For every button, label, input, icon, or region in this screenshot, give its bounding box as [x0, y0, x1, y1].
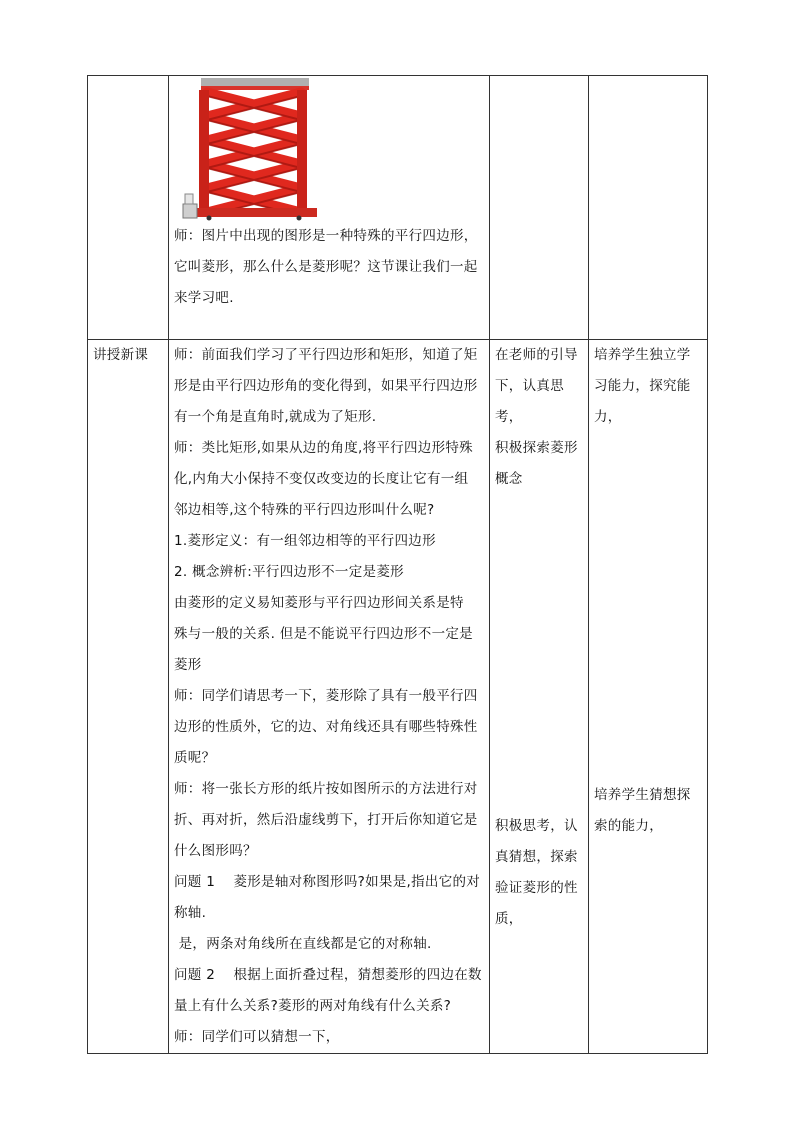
- student-line: 真猜想，探索: [495, 849, 578, 865]
- content-line: 殊与一般的关系. 但是不能说平行四边形不一定是: [174, 626, 473, 642]
- content-line: 质呢？: [174, 750, 216, 766]
- intent-line: 索的能力，: [594, 818, 663, 834]
- student-line: 验证菱形的性: [495, 880, 578, 896]
- content-line: 折、再对折，然后沿虚线剪下，打开后你知道它是: [174, 812, 478, 828]
- student-activity-cell: [490, 76, 589, 340]
- intent-line: 培养学生独立学: [594, 347, 691, 363]
- content-line: 什么图形吗？: [174, 843, 257, 859]
- content-line: 有一个角是直角时,就成为了矩形.: [174, 409, 377, 425]
- design-intent-cell: [589, 76, 708, 340]
- student-line: 积极思考，认: [495, 818, 578, 834]
- stage-label: 讲授新课: [93, 347, 149, 363]
- content-cell: [169, 76, 490, 340]
- student-line: 概念: [495, 471, 523, 487]
- stage-cell: [88, 76, 169, 340]
- student-line: 质，: [495, 911, 523, 927]
- content-line: 称轴.: [174, 905, 207, 921]
- scissor-lift-image: [179, 76, 319, 221]
- table-row: [88, 340, 708, 1054]
- teacher-line: 它叫菱形，那么什么是菱形呢？这节课让我们一起: [174, 259, 478, 275]
- intent-line: 力，: [594, 409, 622, 425]
- lesson-plan-table: [87, 75, 708, 1054]
- student-activity-cell: [490, 340, 589, 1054]
- teacher-line: 来学习吧.: [174, 290, 234, 306]
- spacer: [495, 495, 583, 811]
- content-line: 边形的性质外，它的边、对角线还具有哪些特殊性: [174, 719, 478, 735]
- content-line: 形是由平行四边形角的变化得到，如果平行四边形: [174, 378, 478, 394]
- content-line: 师：类比矩形,如果从边的角度,将平行四边形特殊: [174, 440, 473, 456]
- teacher-line: 师：图片中出现的图形是一种特殊的平行四边形，: [174, 228, 478, 244]
- design-intent-cell: [589, 340, 708, 1054]
- content-line: 是，两条对角线所在直线都是它的对称轴.: [174, 936, 432, 952]
- stage-cell: [88, 340, 169, 1054]
- table-row: [88, 76, 708, 340]
- content-line: 由菱形的定义易知菱形与平行四边形间关系是特: [174, 595, 464, 611]
- content-line: 化,内角大小保持不变仅改变边的长度让它有一组: [174, 471, 469, 487]
- content-cell: [169, 340, 490, 1054]
- intent-line: 习能力，探究能: [594, 378, 691, 394]
- content-line: 问题 2 根据上面折叠过程，猜想菱形的四边在数: [174, 967, 482, 983]
- content-line: 师：将一张长方形的纸片按如图所示的方法进行对: [174, 781, 478, 797]
- spacer: [594, 433, 702, 780]
- content-line: 1.菱形定义：有一组邻边相等的平行四边形: [174, 533, 436, 549]
- content-line: 菱形: [174, 657, 202, 673]
- content-line: 2. 概念辨析:平行四边形不一定是菱形: [174, 564, 404, 580]
- content-line: 邻边相等,这个特殊的平行四边形叫什么呢?: [174, 502, 435, 518]
- intent-line: 培养学生猜想探: [594, 787, 691, 803]
- content-line: 师：同学们可以猜想一下，: [174, 1029, 340, 1045]
- content-line: 问题 1 菱形是轴对称图形吗?如果是,指出它的对: [174, 874, 481, 890]
- student-line: 积极探索菱形: [495, 440, 578, 456]
- student-line: 在老师的引导: [495, 347, 578, 363]
- content-line: 量上有什么关系?菱形的两对角线有什么关系?: [174, 998, 452, 1014]
- content-line: 师：同学们请思考一下，菱形除了具有一般平行四: [174, 688, 478, 704]
- content-line: 师：前面我们学习了平行四边形和矩形，知道了矩: [174, 347, 478, 363]
- student-line: 下，认真思考，: [495, 378, 564, 425]
